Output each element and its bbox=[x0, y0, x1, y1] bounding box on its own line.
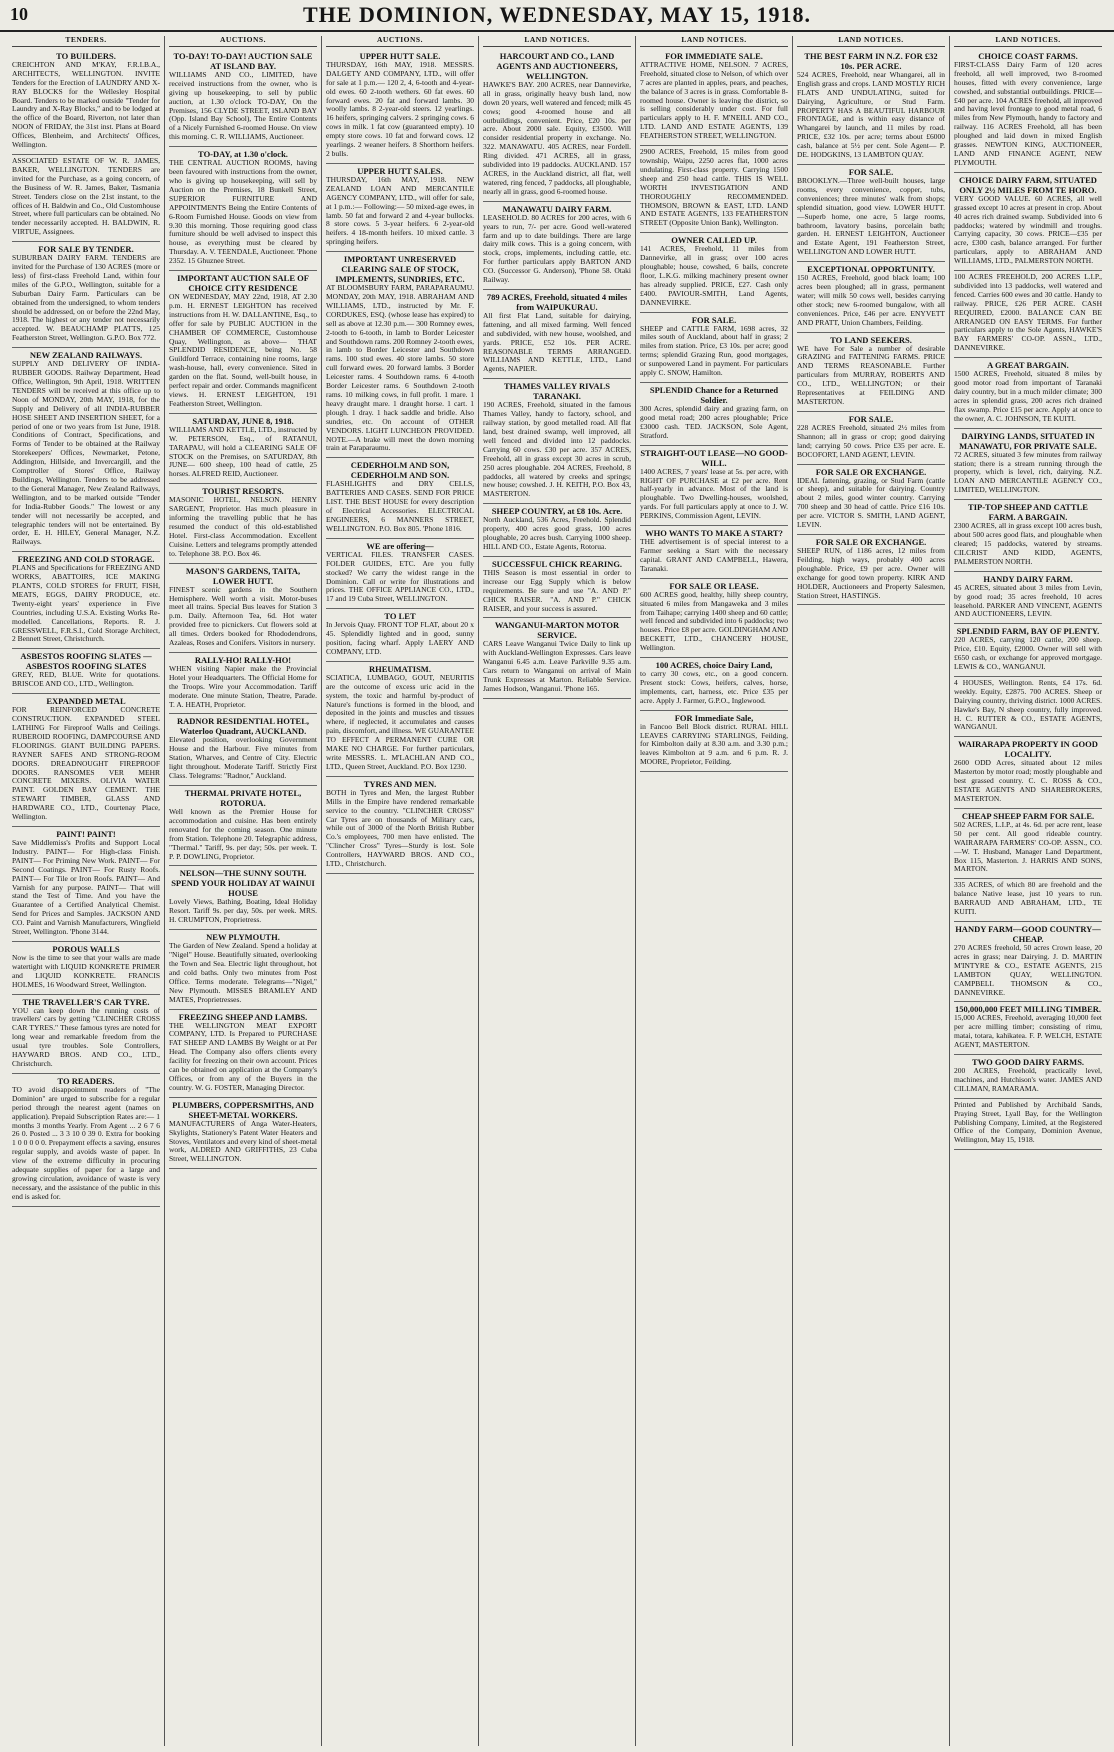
ad-body: BOTH in Tyres and Men, the largest Rubber Mills in the Empire have rendered remarkable service to the country. "CLINCHER CROSS" Car Tyres are on thousands of Military cars, while out of 3000 of the North British Rubber Co.'s employees, 700 men have enlisted. The "Clincher Cross" Tyres—Sturdy is lost. Sole Controllers, HAYWARD BROS. AND CO., LTD., Christchurch. bbox=[326, 787, 474, 869]
advertisement bbox=[954, 271, 1102, 358]
ad-body: Printed and Published by Archibald Sands, Praying Street, Lyall Bay, for the Wellington Publishing Company, Limited, at the Registered Office of the Company, Dominion Avenue, Wellington, May 15, 1918. bbox=[954, 1099, 1102, 1145]
ad-heading: TO LAND SEEKERS. bbox=[830, 334, 912, 345]
advertisement bbox=[169, 1010, 317, 1098]
ad-body: THURSDAY, 16th MAY, 1918. MESSRS. DALGETY AND COMPANY, LTD., will offer for sale at 1 p.m.— 120 2, 4, 6-tooth and 4-year-old ewes. 60 2-tooth wethers. 60 fat ewes. 60 forward ewes. 20 fat and forward lambs. 30 woolly lambs. 8 2-year-old steers. 12 yearlings. 16 heifers, springing calvers. 2 springing cows. 6 cows in milk. 1 fat cow (guaranteed empty). 10 empty store cows. 10 fat and forward cows. 12 yearlings. 2 weaner heifers. 8 Shorthorn heifers. 2 bulls. bbox=[326, 59, 474, 158]
ad-heading: TO LET bbox=[384, 611, 416, 622]
ad-heading: TYRES AND MEN. bbox=[363, 778, 437, 789]
ad-body: WILLIAMS AND CO., LIMITED, have received instructions from the owner, who is giving up housekeeping, to sell by public auction, at 1.30 o'clock TO-DAY, On the Premises, 156 CLYDE STREET, ISLAND BAY (Opp. Island Bay School), The Entire Contents of a Nicely Furnished 6-roomed House. On view this morning. C. R. WILLIAMS, Auctioneer. bbox=[169, 69, 317, 142]
ad-body: 150 ACRES, Freehold, good black loam; 100 acres been ploughed; all in grass, permanent water; will milk 50 cows well, besides carrying other stock; new 6-roomed bungalow, with all conveniences. Price, £46 per acre. ENYVETT AND PRATT, Union Chambers, Feilding. bbox=[797, 273, 945, 327]
ad-heading: WE are offering— bbox=[366, 540, 434, 551]
ad-heading: UPPER HUTT SALE. bbox=[359, 50, 441, 61]
advertisement bbox=[954, 922, 1102, 1002]
ad-body: LEASEHOLD. 80 ACRES for 200 acres, with 6 years to run, 7/- per acre. Good well-watered farm and up to date buildings. There are large dairy milk cows. This is a going concern, with stock, crops, implements, including cattle, etc. For further particulars apply BARTON AND CO. (Successor G. Anderson), 'Phone 58. Otaki Railway. bbox=[483, 212, 631, 285]
advertisement bbox=[640, 383, 788, 446]
ad-heading: IMPORTANT UNRESERVED CLEARING SALE OF STOCK, IMPLEMENTS, SUNDRIES, ETC. bbox=[335, 254, 465, 285]
ad-heading: STRAIGHT-OUT LEASE—NO GOOD-WILL. bbox=[640, 447, 788, 468]
advertisement bbox=[483, 290, 631, 379]
ad-body: Save Middlemiss's Profits and Support Local Industry. PAINT— For High-class Finish. PAINT— For Priming New Work. PAINT— For Second Coatings. PAINT— For Rusty Roofs. PAINT— For Tile or Iron Roofs. PAINT— And Varnish for any purpose. PAINT— That will stand the Test of Time. And you have the Guarantee of a Certified Analytical Chemist. Send for Prices and Samples. JACKSON AND CO. Paint and Varnish Manufacturers, Wingfield Street, Wellington. 'Phone 3144. bbox=[12, 837, 160, 937]
ad-body: 2600 ODD Acres, situated about 12 miles Masterton by motor road; mostly ploughable and best grassed country. C. C. ROSS & CO., ESTATE AGENTS AND SHAREBROKERS, MASTERTON. bbox=[954, 758, 1102, 803]
ad-body: Well known as the Premier House for accommodation and cuisine. Has been entirely renovated for the coming season. One minute from Station. Telephone 20. Telegraphic address, "Thermal." Tariff, 9s. per day; 50s. per week. T. P. P. DOWLING, Proprietor. bbox=[169, 807, 317, 861]
ad-heading: EXPANDED METAL bbox=[46, 696, 126, 707]
advertisement bbox=[326, 777, 474, 874]
ad-heading: FOR SALE. bbox=[848, 166, 894, 177]
ad-body: 100 ACRES FREEHOLD, 200 ACRES L.I.P., subdivided into 13 paddocks, well watered and fenced. Carries 600 ewes and 30 cattle. Handy to railway. PRICE, £26 PER ACRE. CASH REQUIRED, £2000. BALANCE CAN BE ARRANGED ON EASY TERMS. For further particulars apply to the Sole Agents, HAWKE'S BAY FARMERS' CO-OP. ASSN., LTD., DANNEVIRKE. bbox=[954, 272, 1102, 353]
advertisement bbox=[326, 164, 474, 252]
ad-heading: TO READERS. bbox=[57, 1075, 115, 1086]
ad-body: 270 ACRES freehold, 50 acres Crown lease, 20 acres in grass; near Dairying. J. D. MARTIN M'INTYRE & CO., ESTATE AGENTS, 215 LAMBTON QUAY, WELLINGTON. CAMPBELL THOMSON & CO., DANNEVIRKE. bbox=[954, 942, 1102, 997]
advertisement bbox=[954, 1002, 1102, 1055]
ad-heading: FREEZING SHEEP AND LAMBS. bbox=[178, 1011, 308, 1022]
ad-heading: WANGANUI-MARTON MOTOR SERVICE. bbox=[494, 620, 620, 641]
ad-body: THIS Season is most essential in order to increase our Egg Supply which is below requirements. Be sure and use "A. AND P." CHICK RAISER. "A. AND P." CHICK RAISER, and your success is assured. bbox=[483, 567, 631, 613]
ad-body: ASSOCIATED ESTATE OF W. R. JAMES, BAKER, WELLINGTON. TENDERS are invited for the Purchase, as a going concern, of the Business of W. R. James, Baker, Tasmania Street. Tenders close on the 21st instant, to the offices of H. Baldwin and Co., Old Customhouse Street, where full particulars can be obtained. No tender necessarily accepted. H. BALDWIN, R. VIRTUE, Assignees. bbox=[12, 155, 160, 237]
ad-heading: FOR SALE OR EXCHANGE. bbox=[815, 536, 927, 547]
advertisement bbox=[169, 414, 317, 484]
column-header: LAND NOTICES. bbox=[954, 36, 1102, 47]
ad-body: 220 ACRES, carrying 120 cattle, 200 sheep. Price, £10. Equity, £2000. Owner will sell with £650 cash, or exchange for approved mortgage. LEWIS & CO., WANGANUI. bbox=[954, 635, 1102, 672]
column-header: TENDERS. bbox=[12, 36, 160, 47]
advertisement bbox=[169, 564, 317, 653]
ad-body: THE CENTRAL AUCTION ROOMS, having been favoured with instructions from the owner, who is giving up housekeeping, will sell by Auction on the Premises, 18 Bunkell Street, SUPERIOR FURNITURE AND APPOINTMENTS Being the Entire Contents of 6-Room Furnished House. Goods on view from 9.30 this morning. Those requiring good class furniture should be well advised to inspect this house, as everything must be cleared by Thursday. A. V. TEENDALE, Auctioneer. 'Phone 2352. 15 Ghuznee Street. bbox=[169, 158, 317, 266]
advertisement bbox=[12, 155, 160, 242]
advertisement bbox=[954, 500, 1102, 572]
advertisement bbox=[169, 1098, 317, 1170]
ad-heading: RALLY-HO! RALLY-HO! bbox=[194, 654, 292, 665]
columns-container bbox=[8, 36, 1106, 1746]
ad-heading: THERMAL PRIVATE HOTEL, ROTORUA. bbox=[184, 788, 302, 808]
column-2 bbox=[165, 36, 322, 1746]
ad-body: North Auckland, 536 Acres, Freehold. Splendid property, 400 acres good grass, 100 acres ploughable, 20 acres bush. Carrying 1000 sheep. HILL AND CO., Estate Agents, Rotorua. bbox=[483, 515, 631, 551]
ad-body: 4 HOUSES, Wellington. Rents, £4 17s. 6d. weekly. Equity, £2875. 700 ACRES. Sheep or Dairying country, thriving district. 1000 ACRES. Hawke's Bay, N sheep country, fully improved. H. C. RUTTER & CO., ESTATE AGENTS, WANGANUI. bbox=[954, 677, 1102, 732]
advertisement bbox=[12, 694, 160, 827]
ad-body: WILLIAMS AND KETTLE, LTD., instructed by W. PETERSON, Esq., of RATANUI, TARAPAU, will hold a CLEARING SALE OF STOCK on the Premises, on SATURDAY, 8th JUNE— 600 sheep, 100 head of cattle, 25 horses. ALFRED REID, Auctioneer. bbox=[169, 424, 317, 479]
ad-heading: NEW PLYMOUTH. bbox=[206, 932, 280, 943]
ad-heading: THAMES VALLEY RIVALS TARANAKI. bbox=[504, 381, 610, 402]
ad-heading: SUCCESSFUL CHICK REARING. bbox=[491, 558, 623, 569]
column-6 bbox=[793, 36, 950, 1746]
advertisement bbox=[954, 358, 1102, 428]
ad-heading: FOR IMMEDIATE SALE. bbox=[665, 50, 763, 61]
advertisement bbox=[797, 165, 945, 262]
ad-heading: THE TRAVELLER'S CAR TYRE. bbox=[22, 996, 150, 1007]
masthead bbox=[0, 0, 1114, 32]
advertisement bbox=[954, 173, 1102, 271]
advertisement bbox=[12, 348, 160, 552]
ad-body: 300 Acres, splendid dairy and grazing farm, on good metal road; 200 acres ploughable; Price £3000 cash. TED. JACKSON, Sole Agent, Stratford. bbox=[640, 404, 788, 440]
advertisement bbox=[483, 202, 631, 290]
ad-body: 335 ACRES, of which 80 are freehold and the balance Native lease, just 10 years to run. BARRAUD AND ABRAHAM, LTD., TE KUITI. bbox=[954, 880, 1102, 917]
ad-body: Elevated position, overlooking Government House and the Harbour. Five minutes from Station, Wharves, and Centre of City. Electric light throughout. Moderate Tariff. Strictly First Class. Telegrams: "Radnor," Auckland. bbox=[169, 735, 317, 781]
ad-heading: SPLENDID FARM, BAY OF PLENTY. bbox=[956, 626, 1100, 637]
ad-heading: MASON'S GARDENS, TAITA, LOWER HUTT. bbox=[185, 565, 301, 586]
ad-body: CARS Leave Wanganui Twice Daily to link up with Auckland-Wellington Expresses. Cars leave Wanganui 6.45 a.m. Leave Parkville 9.35 a.m. Cars return to Wanganui on arrival of Main Trunk Expresses at Marton. Reliable Service. James Hodson, Wanganui. 'Phone 165. bbox=[483, 639, 631, 693]
column-1 bbox=[8, 36, 165, 1746]
advertisement bbox=[169, 866, 317, 930]
column-header: AUCTIONS. bbox=[169, 36, 317, 47]
column-header: LAND NOTICES. bbox=[797, 36, 945, 47]
advertisement bbox=[12, 552, 160, 649]
advertisement bbox=[169, 653, 317, 715]
page-number: 10 bbox=[10, 4, 28, 24]
ad-body: SHEEP RUN, of 1186 acres, 12 miles from Feilding, high ways, probably 400 acres ploughable. Price, £9 per acre. Owner will exchange for good town property. KIRK AND HOLDER, Auctioneers and Property Salesmen, Station Street, HASTINGS. bbox=[797, 545, 945, 600]
advertisement bbox=[169, 714, 317, 786]
advertisement bbox=[954, 429, 1102, 501]
ad-body: In Jervois Quay. FRONT TOP FLAT, about 20 x 45. Splendidly lighted and in good, sunny position, facing wharf. Apply LAERY AND COMPANY, LTD. bbox=[326, 620, 474, 656]
advertisement bbox=[640, 49, 788, 146]
ad-heading: PLUMBERS, COPPERSMITHS, AND SHEET-METAL WORKERS. bbox=[172, 1099, 314, 1120]
ad-heading: 100 ACRES, choice Dairy Land, bbox=[655, 660, 773, 671]
ad-body: CREICHTON AND M'KAY, F.R.I.B.A., ARCHITECTS, WELLINGTON. INVITE Tenders for the Erection of LAUNDRY AND X-RAY BLOCKS for the Wellesley Hospital Board. Tenders to be marked outside "Tender for Laundry and X-Ray Blocks," and to be lodged at the office of the Board, Riverton, not later than NOON of FRIDAY, the 31st inst. Plans at Board Offices, Blenheim, and Architects' Offices, Wellington. bbox=[12, 59, 160, 150]
ad-heading: SPLENDID Chance for a Returned Soldier. bbox=[649, 385, 779, 405]
ad-body: Now is the time to see that your walls are made watertight with LIQUID KONKRETE PRIMER and LIQUID KONKRETE. FRANCIS HOLMES, 16 Woodward Street, Wellington. bbox=[12, 952, 160, 989]
advertisement bbox=[797, 535, 945, 605]
ad-body: The Garden of New Zealand. Spend a holiday at "Nigel" House. Beautifully situated, overlooking the Town and Sea. Electric light throughout, hot and cold baths. Only two minutes from Post Office. Terms moderate. Telegrams—"Nigel," New Plymouth. MISSES BRAMLEY AND MATES, Proprietresses. bbox=[169, 941, 317, 1004]
ad-heading: CEDERHOLM AND SON, CEDERHOLM AND SON. bbox=[350, 460, 450, 481]
ad-body: WE have For Sale a number of desirable GRAZING and FATTENING FARMS. PRICE AND TERMS REASONABLE. Further particulars from MURRAY, ROBERTS AND CO., LTD., WELLINGTON; or their Representatives at FEILDING AND MASTERTON. bbox=[797, 343, 945, 406]
advertisement bbox=[12, 49, 160, 155]
advertisement bbox=[797, 412, 945, 465]
ad-body: BROOKLYN.—Three well-built houses, large rooms, every convenience, copper, tubs, conveniences; three minutes' walk from shops; splendid situation, good view. LOWER HUTT.—Superb home, one acre, 5 large rooms, bathroom, lavatory basins, porcelain bath; garden. H. ERNEST LEIGHTON, Auctioneer and Estate Agent, 191 Featherston Street, WELLINGTON AND LOWER HUTT. bbox=[797, 175, 945, 257]
ad-body: 190 ACRES, Freehold, situated in the famous Thames Valley, handy to factory, school, and railway station, by good metalled road. All flat land, best drained swamp, well improved, all well fenced and divided into 12 paddocks. Carrying 60 cows. £30 per acre. 357 ACRES, Freehold, all in grass except 30 acres in scrub, 250 acres ploughable. 204 ACRES, Freehold, 8 paddocks, all watered by creeks and springs; new house; cowshed. J. H. KEITH, P.O. Box 43, MASTERTON. bbox=[483, 400, 631, 499]
column-3 bbox=[322, 36, 479, 1746]
column-7 bbox=[950, 36, 1106, 1746]
ad-body: 45 ACRES, situated about 3 miles from Levin, by good road; 35 acres freehold, 10 acres leasehold. PARKER AND VINCENT, AGENTS AND AUCTIONEERS, LEVIN. bbox=[954, 582, 1102, 619]
ad-heading: TO-DAY! TO-DAY! AUCTION SALE AT ISLAND BAY. bbox=[173, 50, 313, 71]
ad-body: 2300 ACRES, all in grass except 100 acres bush, about 500 acres good flats, and ploughable when cleared; 15 paddocks, watered by streams. CILCRIST AND KIDD, AGENTS, PALMERSTON NORTH. bbox=[954, 521, 1102, 566]
ad-heading: HARCOURT AND CO., LAND AGENTS AND AUCTIONEERS, WELLINGTON. bbox=[496, 50, 618, 81]
advertisement bbox=[954, 677, 1102, 737]
ad-heading: WHO WANTS TO MAKE A START? bbox=[645, 528, 783, 539]
advertisement bbox=[326, 539, 474, 609]
advertisement bbox=[169, 930, 317, 1009]
ad-body: MANUFACTURERS of Anga Water-Heaters, Skylights, Stationery's Patent Water Heaters and Stoves, Ventilators and every kind of sheet-metal work, ALDRED AND GRIFFITHS, 23 Cuba Street, WELLINGTON. bbox=[169, 1118, 317, 1164]
ad-body: in Fancoo Bell Block district. RURAL HILL LEAVES CARRYING STARLINGS, Feilding, for Kimbolton daily at 8.30 a.m. and 3.30 p.m.; leaves Kimbolton at 9 a.m. and 6 p.m. R. J. MOORE, Proprietor, Feilding. bbox=[640, 721, 788, 767]
advertisement bbox=[954, 572, 1102, 625]
ad-heading: HANDY FARM—GOOD COUNTRY—CHEAP. bbox=[955, 923, 1101, 944]
advertisement bbox=[12, 649, 160, 694]
advertisement bbox=[640, 579, 788, 658]
column-4 bbox=[479, 36, 636, 1746]
advertisement bbox=[12, 1074, 160, 1207]
advertisement bbox=[640, 233, 788, 312]
advertisement bbox=[797, 333, 945, 412]
advertisement bbox=[954, 879, 1102, 922]
advertisement bbox=[483, 557, 631, 619]
ad-body: 141 ACRES, Freehold, 11 miles from Dannevirke, all in grass; over 100 acres ploughable; house, cowshed, 6 bails, concrete floor, L.K.G. milking machinery present owner has already supplied. PRICE, £27. Cash only £400. PAVIOUR-SMITH, Land Agents, DANNEVIRKE. bbox=[640, 244, 788, 307]
advertisement bbox=[326, 49, 474, 164]
advertisement bbox=[326, 662, 474, 777]
ad-heading: CHOICE DAIRY FARM, SITUATED ONLY 2½ MILES FROM TE HORO. bbox=[959, 174, 1097, 195]
ad-body: ON WEDNESDAY, MAY 22nd, 1918, AT 2.30 p.m. H. ERNEST LEIGHTON has received instructions from H. W. DALLANTINE, Esq., to offer for sale by PUBLIC AUCTION in the CHAMBER OF COMMERCE, Customhouse Quay, Wellington, as above— THAT SPLENDID RESIDENCE, being No. 58 Guildford Terrace, containing nine rooms, large wash-house, hall, every convenience. Sited in garden on the flat. Sound, well-built house, in perfect repair and order. Commands magnificent views. H. ERNEST LEIGHTON, 191 Featherston Street, Wellington. bbox=[169, 292, 317, 408]
advertisement bbox=[640, 526, 788, 579]
advertisement bbox=[640, 146, 788, 233]
ad-body: 2900 ACRES, Freehold, 15 miles from good township, Waipu, 2250 acres flat, 1000 acres undulating. First-class property. Carrying 1500 sheep and 250 head cattle. THIS IS WELL WORTH INVESTIGATION AND THOROUGHLY RECOMMENDED. THOMSON, BROWN & EAST, LTD. LAND AND ESTATE AGENTS, 133 FEATHERSTON STREET (Opposite Union Bank), Wellington. bbox=[640, 147, 788, 228]
ad-body: 15,000 ACRES, Freehold, averaging 10,000 feet per acre milling timber; consisting of rimu, matai, totara, kahikatea. F. P. WELCH, ESTATE AGENT, MASTERTON. bbox=[954, 1013, 1102, 1050]
ad-body: 502 ACRES, L.I.P., at 4s. 6d. per acre rent, lease 50 per cent. All good rideable country. WAIRARAPA FARMERS' CO-OP. ASSN., CO.—W. T. Husband, Manager Land Department, Box 115, Masterton. J. HARRIS AND SONS, MARTON. bbox=[954, 819, 1102, 874]
ad-body: FLASHLIGHTS and DRY CELLS, BATTERIES AND CASES. SEND FOR PRICE LIST. THE BEST HOUSE for every description of Electrical Accessories. ELECTRICAL ENGINEERS, 6 MANNERS STREET, WELLINGTON. P.O. Box 805. 'Phone 1816. bbox=[326, 479, 474, 533]
ad-body: 72 ACRES, situated 3 few minutes from railway station; there is a stream running through the property, which is level, rich, dairying. N.Z. LOAN AND MERCANTILE AGENCY CO., LIMITED, WELLINGTON. bbox=[954, 449, 1102, 495]
ad-heading: FOR SALE. bbox=[848, 413, 894, 424]
advertisement bbox=[954, 624, 1102, 677]
advertisement bbox=[640, 658, 788, 711]
ad-body: to carry 30 cows, etc., on a good concern. Present stock: Cows, heifers, calves, horse, implements, cart, harness, etc. Price £35 per acre. Apply J. Farmer, G.P.O., Inglewood. bbox=[640, 669, 788, 705]
ad-heading: A GREAT BARGAIN. bbox=[987, 360, 1069, 371]
advertisement bbox=[797, 49, 945, 165]
ad-body: 228 ACRES Freehold, situated 2½ miles from Shannon; all in grass or crop; good dairying land; carrying 50 cows. Price £35 per acre. E. BOCOFORT, LAND AGENT, LEVIN. bbox=[797, 422, 945, 459]
advertisement bbox=[797, 465, 945, 535]
ad-heading: IMPORTANT AUCTION SALE OF CHOICE CITY RESIDENCE bbox=[177, 273, 309, 294]
advertisement bbox=[169, 147, 317, 271]
advertisement bbox=[483, 379, 631, 504]
ad-heading: SHEEP COUNTRY, at £8 10s. Acre. bbox=[491, 506, 623, 517]
ad-body: SUBURBAN DAIRY FARM. TENDERS are invited for the Purchase of 130 ACRES (more or less) of first-class Freehold Land, within four miles of the G.P.O., Wellington, suitable for a Suburban Dairy Farm. Particulars can be obtained from the undersigned, to whom tenders should be addressed, on or before the 22nd May, 1918. The highest or any tender not necessarily accepted. W. BEAUCHAMP PLATTS, 125 Featherston Street, Wellington. G.P.O. Box 772. bbox=[12, 253, 160, 343]
ad-body: THE WELLINGTON MEAT EXPORT COMPANY, LTD. Is Prepared to PURCHASE FAT SHEEP AND LAMBS By Weight or at Per Head. The Company also offers clients every facility for freezing on their own account. Prices can be obtained on application at the Company's Offices, or from any of the Buyers in the country. W. G. FOSTER, Managing Director. bbox=[169, 1020, 317, 1092]
ad-heading: PAINT! PAINT! bbox=[56, 828, 116, 839]
ad-heading: POROUS WALLS bbox=[52, 943, 120, 954]
ad-body: ATTRACTIVE HOME, NELSON. 7 ACRES, Freehold, situated close to Nelson, of which over 7 acres are planted in apples, pears, and peaches, the balance of 3 acres is in grass. Comfortable 8-roomed house. Owner is leaving the district, so is selling considerably under cost. For full particulars apply to H. F. M'NEILL AND CO., LTD. LAND AND ESTATE AGENTS, 139 FEATHERSTON STREET, WELLINGTON. bbox=[640, 59, 788, 141]
ad-heading: FOR SALE. bbox=[691, 314, 737, 325]
advertisement bbox=[954, 49, 1102, 173]
advertisement bbox=[326, 252, 474, 458]
ad-heading: CHOICE COAST FARMS. bbox=[978, 50, 1078, 61]
ad-heading: FOR SALE BY TENDER. bbox=[38, 244, 134, 255]
ad-body: AT BLOOMSBURY FARM, PARAPARAUMU. MONDAY, 20th MAY, 1918. ABRAHAM AND WILLIAMS, LTD., instructed by Mr. F. CORDUKES, ESQ. (whose lease has expired) to sell as above at 12.30 p.m.— 300 Romney ewes, 2-tooth to 6-tooth, in lamb to Border Leicester and Southdown rams. 200 Romney 2-tooth ewes, in lamb to Border Leicester and Southdown rams. 100 stud ewes. 40 store lambs. 50 store cull forward ewes. 20 forward lambs. 3 Border Leicester rams. 4 Southdown rams. 6 4-tooth Border Leicester rams. 6 Southdown 2-tooth rams. 10 milking cows, in full profit. 1 mare. 1 heavy draught mare. 1 draught horse. 1 cart. 1 plough. 1 dray. 1 hack saddle and bridle. Also sundries, etc. On account of OTHER VENDORS. LIGHT LUNCHEON PROVIDED. NOTE.—A brake will meet the down morning train at Paraparaumu. bbox=[326, 283, 474, 453]
advertisement bbox=[483, 618, 631, 698]
ad-heading: OWNER CALLED UP. bbox=[671, 235, 757, 246]
ad-heading: FOR SALE OR EXCHANGE. bbox=[815, 466, 927, 477]
newspaper-title: THE DOMINION, WEDNESDAY, MAY 15, 1918. bbox=[302, 2, 812, 27]
ad-heading: 150,000,000 FEET MILLING TIMBER. bbox=[954, 1004, 1102, 1015]
ad-body: All first Flat Land, suitable for dairying, fattening, and all mixed farming. Well fenced and subdivided, with new house, woolshed, and yards. PRICE, £52 10s. PER ACRE. REASONABLE TERMS ARRANGED. WILLIAMS AND KETTLE, LTD., Land Agents, NAPIER. bbox=[483, 310, 631, 374]
advertisement bbox=[954, 737, 1102, 809]
advertisement bbox=[954, 1099, 1102, 1151]
advertisement bbox=[169, 49, 317, 147]
ad-body: TO avoid disappointment readers of "The Dominion" are urged to subscribe for a regular period through the nearest agent (names on application). Prepaid Subscription Rates are:— 1 months 3 months Yearly. From Agent ... 2 6 7 6 26 0. Posted ... 3 3 10 0 39 0. Extra for booking 1 0 0 0 0 0. Prepayment effects a saving, ensures regular supply, and avoids waste of paper. In view of the extreme difficulty in procuring adequate supplies of paper for a large and growing circulation, avoidance of waste is very necessary, and the assistance of the public in this end is asked for. bbox=[12, 1084, 160, 1201]
ad-heading: SATURDAY, JUNE 8, 1918. bbox=[192, 415, 294, 426]
column-header: AUCTIONS. bbox=[326, 36, 474, 47]
advertisement bbox=[326, 609, 474, 662]
ad-body: GREY, RED, BLUE. Write for quotations. BRISCOE AND CO., LTD., Wellington. bbox=[12, 670, 160, 689]
ad-body: SHEEP and CATTLE FARM, 1698 acres, 32 miles south of Auckland, about half in grass; 2 miles from station. Price, £3 10s. per acre; good terms; splendid Grazing Run, good mortgages, or sunpowered Land in payment. For particulars apply C. SNOW, Hamilton. bbox=[640, 323, 788, 378]
ad-body: 200 ACRES, Freehold, practically level, machines, and Hutchison's water. JAMES AND CILLMAN, RAMARAMA. bbox=[954, 1066, 1102, 1093]
advertisement bbox=[12, 827, 160, 942]
ad-body: THURSDAY, 16th MAY, 1918. NEW ZEALAND LOAN AND MERCANTILE AGENCY COMPANY, LTD., will offer for sale, at 1 p.m.:— Following:— 50 mixed-age ewes, in lamb. 50 fat and forward 2 and 4-year bullocks. 8 store cows. 5 3-year heifers. 6 2-year-old heifers. 4 18-month heifers. 10 mixed cattle. 3 springing heifers. bbox=[326, 174, 474, 247]
ad-heading: WAIRARAPA PROPERTY IN GOOD LOCALITY. bbox=[958, 739, 1098, 760]
advertisement bbox=[483, 504, 631, 557]
advertisement bbox=[640, 711, 788, 773]
column-5 bbox=[636, 36, 793, 1746]
ad-heading: RHEUMATISM. bbox=[369, 663, 431, 674]
advertisement bbox=[954, 1055, 1102, 1099]
ad-body: THE advertisement is of special interest to a Farmer seeking a Start with the necessary capital. GRANT AND CAMPBELL, Hawera, Taranaki. bbox=[640, 537, 788, 573]
advertisement bbox=[640, 446, 788, 526]
ad-heading: UPPER HUTT SALES. bbox=[357, 165, 443, 176]
advertisement bbox=[169, 484, 317, 563]
advertisement bbox=[169, 786, 317, 866]
ad-heading: MANAWATU DAIRY FARM. bbox=[502, 203, 612, 214]
ad-body: FINEST scenic gardens in the Southern Hemisphere. Well worth a visit. Motor-buses meet all trains. Special Bus leaves for Station 3 p.m. Daily. Afternoon Tea, 6d. Hot water provided free to picnickers. Cut flowers sold at all times. Orders booked for Rhododendrons, Azaleas, Roses and Conifers. Visitors in nursery. bbox=[169, 584, 317, 648]
ad-heading: NELSON—THE SUNNY SOUTH. SPEND YOUR HOLIDAY AT WAINUI HOUSE bbox=[171, 868, 315, 899]
ad-heading: RADNOR RESIDENTIAL HOTEL, Waterloo Quadrant, AUCKLAND. bbox=[176, 716, 309, 737]
ad-body: 1500 ACRES, Freehold, situated 8 miles by good motor road from important of Taranaki dairy country, but in a much milder climate; 300 acres in splendid grass, 200 acres rich drained flax swamp. Price £15 per acre. Apply at once to the owner, A. C. JOHNSON, TE KUITI. bbox=[954, 369, 1102, 423]
ad-heading: TWO GOOD DAIRY FARMS. bbox=[971, 1057, 1085, 1068]
ad-heading: TOURIST RESORTS. bbox=[202, 486, 284, 497]
ad-body: VERY GOOD VALUE. 60 ACRES, all well grassed except 10 acres at present in crop. About 40 acres rich drained swamp. Subdivided into 6 paddocks; watered by windmill and troughs. Carrying capacity, 30 cows. PRICE—£35 per acre, £300 cash, balance arranged. For further particulars, apply to ABRAHAM AND WILLIAMS, LTD., PALMERSTON NORTH. bbox=[954, 193, 1102, 266]
advertisement bbox=[483, 49, 631, 202]
ad-body: HAWKE'S BAY. 200 ACRES, near Dannevirke, all in grass, originally heavy bush land, now down 20 years, well watered and fenced; milk 45 cows; good 4-roomed house and all outbuildings, convenient. Price, £20 10s. per acre. About 2000 sale. Equity, £3500. Will consider residential property in exchange. No. 322. MANAWATU. 405 ACRES, near Fordell. Ring divided. 471 ACRES, all in grass, subdivided into 19 paddocks. AUCKLAND. 157 ACRES, in the Auckland district, all flat, well watered, ring fenced, 7 paddocks, all ploughable, nearly all in grass, good 6-roomed house. bbox=[483, 79, 631, 196]
advertisement bbox=[12, 942, 160, 995]
ad-body: IDEAL fattening, grazing, or Stud Farm (cattle or sheep), and suitable for dairying. Country about 2 miles, good winter country. Carrying 700 sheep and 30 head of cattle. Price £16 10s. per acre. VICTOR S. SMITH, LAND AGENT, LEVIN. bbox=[797, 475, 945, 530]
ad-heading: FOR SALE OR LEASE. bbox=[669, 580, 759, 591]
ad-heading: 789 ACRES, Freehold, situated 4 miles from WAIPUKURAU. bbox=[486, 291, 628, 312]
ad-heading: THE BEST FARM IN N.Z. FOR £32 10s. PER ACRE. bbox=[804, 50, 938, 71]
advertisement bbox=[954, 809, 1102, 879]
ad-heading: TIP-TOP SHEEP AND CATTLE FARM. A BARGAIN. bbox=[968, 502, 1088, 523]
ad-heading: FOR Immediate Sale, bbox=[674, 712, 754, 723]
ad-heading: TO-DAY, at 1.30 o'clock. bbox=[198, 149, 288, 160]
ad-heading: HANDY DAIRY FARM. bbox=[983, 573, 1073, 584]
ad-body: MASONIC HOTEL, NELSON. HENRY SARGENT, Proprietor. Has much pleasure in informing the travelling public that he has resumed the conduct of this old-established Hotel. First-class Accommodation. Excellent Cuisine. Letters and telegrams promptly attended to. Telephone 38. P.O. Box 46. bbox=[169, 495, 317, 558]
ad-heading: ASBESTOS ROOFING SLATES — ASBESTOS ROOFING SLATES bbox=[20, 651, 152, 672]
ad-body: VERTICAL FILES. TRANSFER CASES. FOLDER GUIDES, ETC. Are you fully stocked? We carry the widest range in the Dominion. Call or write for illustrations and prices. THE OFFICE APPLIANCE CO., LTD., 17 and 19 Cuba Street, WELLINGTON. bbox=[326, 549, 474, 604]
advertisement bbox=[326, 458, 474, 538]
ad-body: SCIATICA, LUMBAGO, GOUT, NEURITIS are the outcome of excess uric acid in the system, the toxic and harmful by-product of Nature's functions is formed in the blood, and deposited in the joints and muscles and tissues where, if neglected, it accumulates and causes pain, discomfort, and illness. WE GUARANTEE TO EFFECT A PERMANENT CURE OR MAKE NO CHARGE. For further particulars, write MESSRS. L. M'LACHLAN AND CO., LTD., Queen Street, Auckland. P.O. Box 1230. bbox=[326, 672, 474, 771]
ad-body: SUPPLY AND DELIVERY OF INDIA-RUBBER GOODS. Railway Department, Head Office, Wellington, 9th April, 1918. WRITTEN TENDERS will be received at this office up to Noon of MONDAY, 20th MAY, 1918, for the Supply and Delivery of all INDIA-RUBBER HOSE SHEET AND INSERTION SHEET, for a period of one or two years from 1st June, 1918. Conditions of Contract, Specifications, and Forms of Tender to be obtained at the Railway Storekeepers' Offices, Newmarket, Petone, Addington, Hillside, and Invercargill, and the Comptroller of Stores' Office, Railway Buildings, Wellington. Tenders to be addressed to the General Manager, New Zealand Railways, Wellington, and to be marked outside "Tender for India-Rubber Goods." The lowest or any tender will not necessarily be accepted, and telegraphic tenders will not be entertained. By order, E. H. HILEY, General Manager, N.Z. Railways. bbox=[12, 359, 160, 547]
ad-heading: NEW ZEALAND RAILWAYS. bbox=[29, 350, 143, 361]
ad-heading: TO BUILDERS. bbox=[56, 50, 116, 61]
ad-heading: CHEAP SHEEP FARM FOR SALE. bbox=[961, 810, 1095, 821]
ad-body: 600 ACRES good, healthy, hilly sheep country, situated 6 miles from Mangaweka and 3 miles from Taihape; carrying 1400 sheep and 60 cattle; well fenced and subdivided into 6 paddocks; two houses. Price £8 per acre. GOLDINGHAM AND BECKETT, LTD., CHANCERY HOUSE, Wellington. bbox=[640, 589, 788, 653]
ad-body: WHEN visiting Napier make the Provincial Hotel your Headquarters. The Official Home for the Troops. Wire your Accommodation. Tariff moderate. One minute Station, Theatre, Parade. T. A. HEATH, Proprietor. bbox=[169, 663, 317, 709]
ad-heading: DAIRYING LANDS, SITUATED IN MANAWATU, FOR PRIVATE SALE. bbox=[959, 430, 1097, 451]
advertisement bbox=[797, 262, 945, 332]
ad-body: 1400 ACRES, 7 years' lease at 5s. per acre, with RIGHT OF PURCHASE at £2 per acre. Rent half-yearly in advance. Most of the land is ploughable. Two Dwelling-houses, woolshed, yards. For full particulars apply at once to J. W. PERKINS, Commission Agent, LEVIN. bbox=[640, 466, 788, 521]
ad-body: FOR REINFORCED CONCRETE CONSTRUCTION. EXPANDED STEEL LATHING For Fireproof Walls and Ceilings. RUBEROID ROOFING, DAMPCOURSE AND FLOORINGS. GIANT BUILDING PAPERS. RAYNER SAFES AND STRONG-ROOM DOORS. DREADNOUGHT FIREPROOF DOORS. RANSOMES VER MEHR CONCRETE MIXERS. OLIVIA WATER PAINT. GOLDEN BAY CEMENT. THE STEWART TIMBER, GLASS AND HARDWARE CO., LTD., Courtenay Place, Wellington. bbox=[12, 705, 160, 822]
advertisement bbox=[12, 242, 160, 348]
advertisement bbox=[640, 313, 788, 383]
ad-heading: EXCEPTIONAL OPPORTUNITY. bbox=[807, 264, 935, 275]
ad-body: YOU can keep down the running costs of travellers' cars by getting "CLINCHER CROSS CAR TYRES." These famous tyres are noted for long wear and remarkable freedom from the usual tyre troubles. Sole Controllers, HAYWARD BROS. AND CO., LTD., Christchurch. bbox=[12, 1005, 160, 1068]
column-header: LAND NOTICES. bbox=[483, 36, 631, 47]
advertisement bbox=[169, 271, 317, 414]
ad-heading: FREEZING AND COLD STORAGE. bbox=[17, 554, 155, 565]
ad-body: FIRST-CLASS Dairy Farm of 120 acres freehold, all well improved, two 8-roomed houses, fitted with every convenience, large cowshed, and substantial outbuildings. PRICE—£40 per acre. 104 ACRES freehold, all improved and having level frontage to good metal road, 6 miles from New Plymouth, handy to factory and railway. 116 ACRES Freehold, all has been ploughed and laid down in mixed English grasses. NEWTON KING, AUCTIONEER, LAND AND FINANCE AGENT, NEW PLYMOUTH. bbox=[954, 59, 1102, 167]
advertisement bbox=[12, 995, 160, 1074]
ad-body: 524 ACRES, Freehold, near Whangarei, all in English grass and crops. LAND MOSTLY RICH FLATS AND UNDULATING, suited for Dairying, Agriculture, or Stud Farm. PROPERTY HAS A BEAUTIFUL HARBOUR FRONTAGE, and is within easy distance of Whangarei by launch, and 11 miles by road. PRICE, £32 10s. per acre; terms about £6000 cash, balance at 5½ per cent. Sole Agent— P. DE. HODGKINS, 13 LAMBTON QUAY. bbox=[797, 69, 945, 160]
column-header: LAND NOTICES. bbox=[640, 36, 788, 47]
ad-body: Lovely Views, Bathing, Boating, Ideal Holiday Resort. Tariff 9s. per day, 50s. per week. MRS. H. CRUMPTON, Proprietress. bbox=[169, 897, 317, 925]
ad-body: PLANS and Specifications for FREEZING AND WORKS, ABATTOIRS, ICE MAKING PLANTS, COLD STORES for FRUIT, FISH, MEATS, EGGS, DAIRY PRODUCE, etc. Twenty-eight years' experience in Five Countries, including U.S.A. Existing Works Re-modelled. Cancellations, Reports. R. J. GRESSWELL, F.R.S.I., Cold Storage Architect, 2 Bennett Street, Christchurch. bbox=[12, 563, 160, 644]
